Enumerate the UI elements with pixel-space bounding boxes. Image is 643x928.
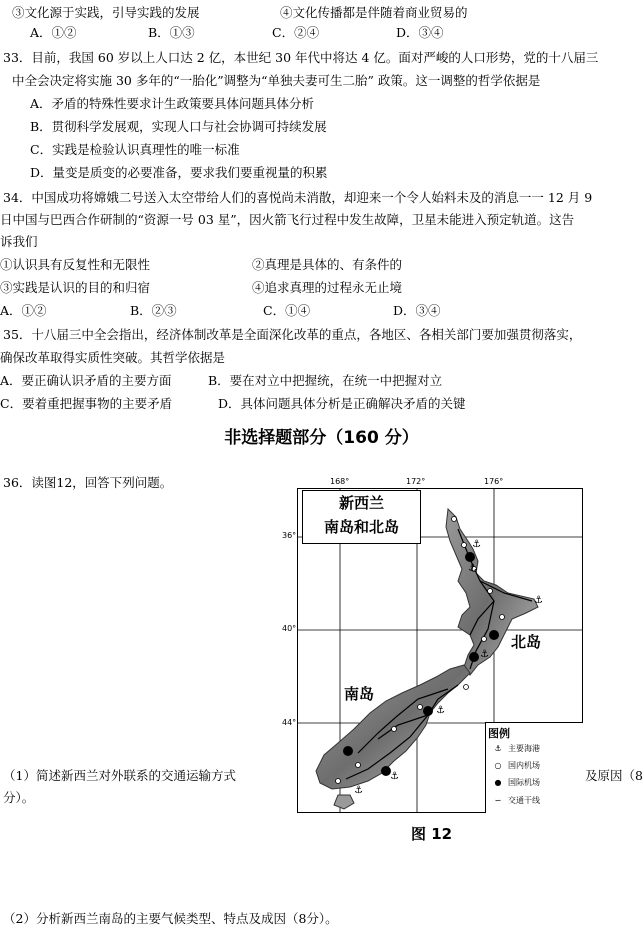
q33-stem-line2: 中全会决定将实施 30 多年的“一胎化”调整为“单独夫妻可生二胎” 政策。这一调整的哲学依据是 xyxy=(12,73,541,88)
svg-text:⚓: ⚓ xyxy=(480,649,489,660)
lat-label-44: 44° xyxy=(282,718,297,727)
q34-item-2: ②真理是具体的、有条件的 xyxy=(252,257,403,272)
q33-stem-line1: 33．目前，我国 60 岁以上人口达 2 亿，本世纪 30 年代中将达 4 亿。面对严峻的人口形势，党的十八届三 xyxy=(3,50,599,65)
prev-answer-c: C．②④ xyxy=(272,25,320,40)
q35-option-c: C．要着重把握事物的主要矛盾 xyxy=(0,396,173,411)
q36-sub2: （2）分析新西兰南岛的主要气候类型、特点及成因（8分）。 xyxy=(3,911,338,926)
q34-item-4: ④追求真理的过程永无止境 xyxy=(252,280,403,295)
prev-answer-a: A．①② xyxy=(30,25,77,40)
lon-label-168: 168° xyxy=(330,477,350,486)
wavy-line-icon: ∽ xyxy=(494,796,502,805)
q36-sub1-left: （1）简述新西兰对外联系的交通运输方式 xyxy=(3,768,236,783)
svg-text:⚓: ⚓ xyxy=(390,771,399,782)
q33-option-b: B．贯彻科学发展观，实现人口与社会协调可持续发展 xyxy=(30,119,327,134)
section-title: 非选择题部分（160 分） xyxy=(224,428,419,448)
q33-option-c: C．实践是检验认识真理性的唯一标准 xyxy=(30,142,240,157)
q34-option-c: C．①④ xyxy=(263,303,311,318)
q35-option-d: D．具体问题具体分析是正确解决矛盾的关键 xyxy=(218,396,466,411)
legend-seaport: ⚓ 主要海港 xyxy=(488,743,540,754)
q34-stem-line3: 诉我们 xyxy=(0,234,38,249)
q34-option-a: A．①② xyxy=(0,303,47,318)
lat-label-40: 40° xyxy=(282,624,297,633)
airport-icon: ● xyxy=(494,778,502,787)
q33-option-d: D．量变是质变的必要准备，要求我们要重视量的积累 xyxy=(30,165,328,180)
q35-option-b: B．要在对立中把握统，在统一中把握对立 xyxy=(208,373,443,388)
legend-international-airport: ● 国际机场 xyxy=(488,777,540,788)
svg-text:⚓: ⚓ xyxy=(468,563,477,574)
anchor-icon: ⚓ xyxy=(494,744,502,753)
q34-stem-line1: 34．中国成功将嫦娥二号送入太空带给人们的喜悦尚未消散，却迎来一个令人始料未及的消息一一 12 月 9 xyxy=(3,190,593,205)
prev-option-4: ④文化传播都是伴随着商业贸易的 xyxy=(280,5,468,20)
q36-intro: 36．读图12，回答下列问题。 xyxy=(3,475,173,490)
map-title-line2: 南岛和北岛 xyxy=(323,518,399,536)
map-title xyxy=(302,490,421,544)
map-legend xyxy=(485,722,583,813)
prev-answer-b: B．①③ xyxy=(148,25,195,40)
north-island-label: 北岛 xyxy=(511,633,542,651)
q36-sub1-right: 及原因（8 xyxy=(585,768,643,783)
q35-option-a: A．要正确认识矛盾的主要方面 xyxy=(0,373,172,388)
q34-item-1: ①认识具有反复性和无限性 xyxy=(0,257,151,272)
legend-domestic-airport: ○ 国内机场 xyxy=(488,760,540,771)
svg-text:⚓: ⚓ xyxy=(472,539,481,550)
stewart-island-shape xyxy=(334,795,354,809)
legend-transport-line: ∽ 交通干线 xyxy=(488,795,540,806)
q35-stem-line1: 35．十八届三中全会指出，经济体制改革是全面深化改革的重点，各地区、各相关部门要加强贯彻落实， xyxy=(3,327,582,342)
svg-text:⚓: ⚓ xyxy=(436,705,445,716)
figure-caption: 图 12 xyxy=(411,825,453,843)
map-title-line1: 新西兰 xyxy=(338,494,384,512)
prev-option-3: ③文化源于实践，引导实践的发展 xyxy=(12,5,200,20)
q35-stem-line2: 确保改革取得实质性突破。其哲学依据是 xyxy=(0,350,226,365)
svg-text:⚓: ⚓ xyxy=(534,595,543,606)
q34-item-3: ③实践是认识的目的和归宿 xyxy=(0,280,151,295)
circle-outline-icon: ○ xyxy=(494,761,502,770)
q34-stem-line2: 日中国与巴西合作研制的“资源一号 03 星”，因火箭飞行过程中发生故障，卫星未能进入预定轨道。这告 xyxy=(0,212,575,227)
lon-label-172: 172° xyxy=(406,477,426,486)
legend-title: 图例 xyxy=(488,727,510,740)
lat-label-36: 36° xyxy=(282,531,297,540)
q34-option-d: D．③④ xyxy=(393,303,441,318)
q33-option-a: A．矛盾的特殊性要求计生政策要具体问题具体分析 xyxy=(30,96,315,111)
svg-text:⚓: ⚓ xyxy=(354,785,363,796)
q34-option-b: B．②③ xyxy=(130,303,177,318)
south-island-label: 南岛 xyxy=(344,685,375,703)
lon-label-176: 176° xyxy=(484,477,504,486)
prev-answer-d: D．③④ xyxy=(396,25,444,40)
q36-sub1-end: 分）。 xyxy=(3,790,35,805)
